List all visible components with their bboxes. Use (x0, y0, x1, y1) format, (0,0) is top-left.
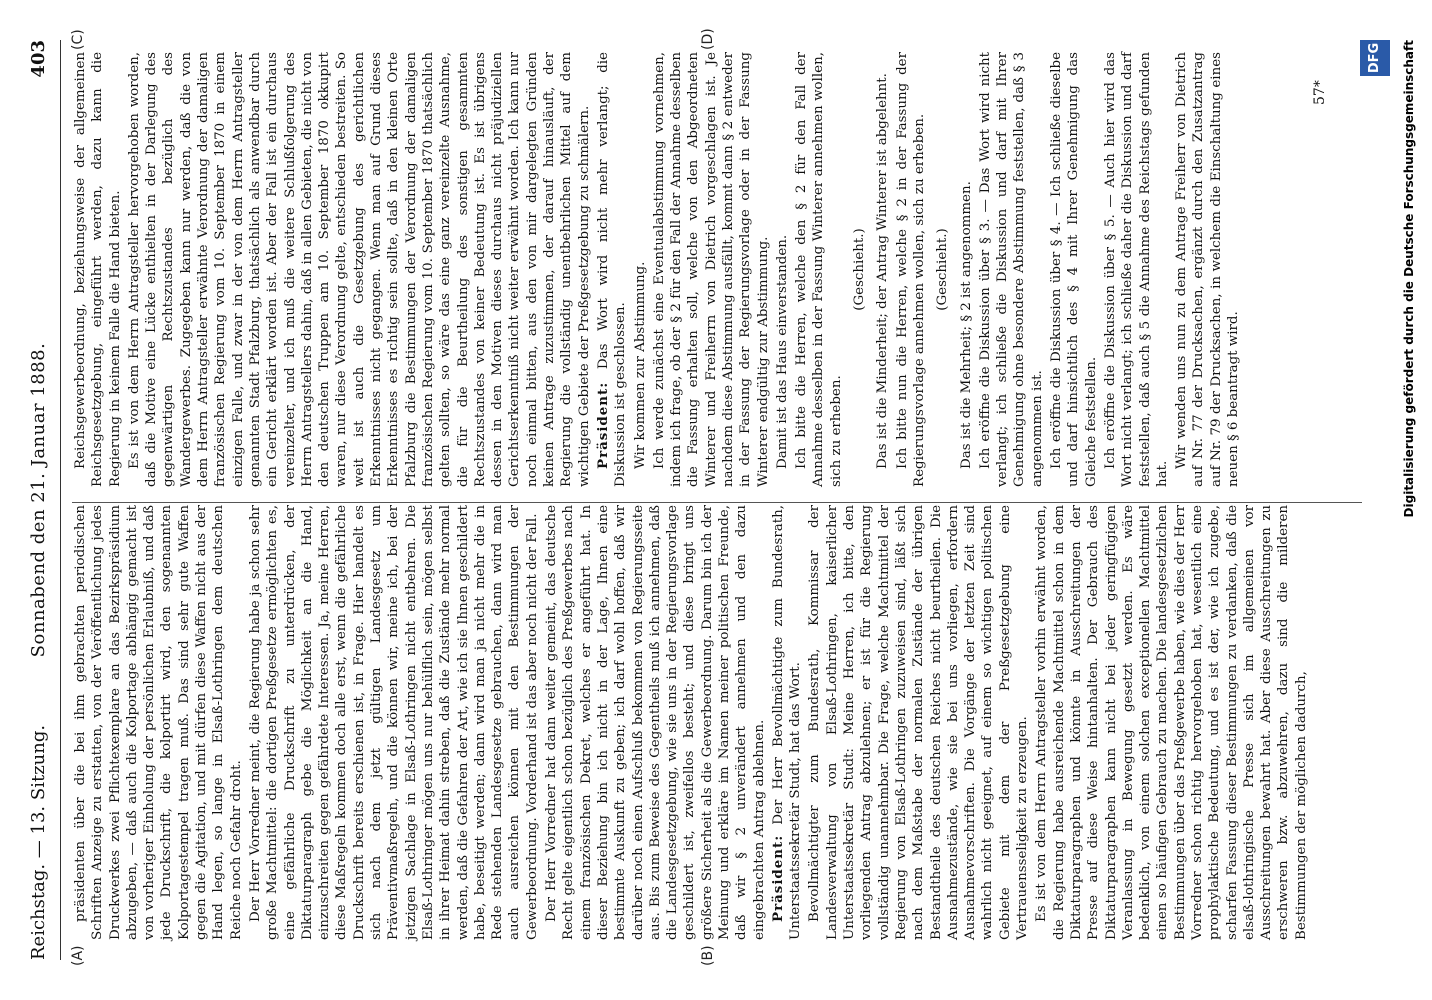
right-text-column (72, 52, 1244, 487)
text-paragraph: Wir wenden uns nun zu dem Antrage Freiherr von Dietrich auf Nr. 77 der Drucksachen, ergänzt durch den Zusatzantrag auf Nr. 79 der Drucksachen, in welchem die Einschaltung eines neuen § 6 beantragt wird. (1174, 52, 1241, 487)
speaker-paragraph (595, 52, 630, 487)
text-paragraph: Ich eröffne die Diskussion über § 4. — Ich schließe dieselbe und darf hinsichtlich des § 4 mit Ihrer Genehmigung das Gleiche feststellen. (1049, 52, 1099, 487)
left-text-column (72, 505, 1312, 940)
stage-direction: (Geschieht.) (935, 228, 951, 311)
text-paragraph: Reichsgewerbeordnung, beziehungsweise der allgemeinen Reichsgesetzgebung, eingeführt werden, dazu kann die Regierung in keinem Falle die Hand bieten. (73, 52, 123, 487)
header-date: Sonnabend den 21. Januar 1888. (28, 342, 49, 658)
column-divider (72, 502, 1362, 503)
page-footer (1367, 40, 1424, 960)
speech-text: Das Wort wird nicht mehr verlangt; die Diskussion ist geschlossen. (595, 52, 629, 487)
speech-text: Der Herr Bevollmächtigte zum Bundesrath, Unterstaatssekretär Studt, hat das Wort. (770, 505, 804, 940)
dfg-logo: DFG (1360, 40, 1390, 76)
speaker-name: Präsident: (594, 381, 611, 469)
margin-marker-d: (D) (700, 28, 716, 50)
text-paragraph: Ich werde zunächst eine Eventualabstimmung vornehmen, indem ich frage, ob der § 2 für den Fall der Annahme desselben die Fassung erhalten soll, welche von den Abgeordneten Winterer und Freiherrn von Dietrich vorgeschlagen ist. Je nachdem diese Abstimmung ausfällt, kommt dann § 2 entweder in der Fassung der Regierungsvorlage oder in der Fassung Winterer endgültig zur Abstimmung. (651, 52, 771, 487)
page-header (26, 40, 56, 960)
text-paragraph: Es ist von dem Herrn Antragsteller hervorgehoben worden, daß die Motive eine Lücke enthielten in der Darlegung des gegenwärtigen Rechtszustandes bezüglich des Wandergewerbes. Zugegeben kann nur werden, daß die von dem Herrn Antragsteller erwähnte Verordnung der damaligen französischen Regierung vom 10. September 1870 in einem einzigen Falle, und zwar in der von dem Herrn Antragsteller genannten Stadt Pfalzburg, thatsächlich als anwendbar durch ein Gericht erklärt worden ist. Aber der Fall ist ein durchaus vereinzelter, und ich muß die weitere Schlußfolgerung des Herrn Antragstellers dahin, daß in allen Gebieten, die nicht von den deutschen Truppen am 10. September 1870 okkupirt waren, nur diese Verordnung gelte, entschieden bestreiten. So weit ist auch die Gesetzgebung des gerichtlichen Erkenntnisses nicht gegangen. Wenn man auf Grund dieses Erkenntnisses es richtig sein sollte, daß in den kleinen Orte Pfalzburg die Bestimmungen der Verordnung der damaligen französischen Regierung vom 10. September 1870 thatsächlich gelten sollten, so wäre das eine ganz vereinzelte Ausnahme, die für die Beurtheilung des sonstigen gesammten Rechtszustandes von keiner Bedeutung ist. Es ist übrigens dessen in den Motiven dieses durchaus nicht präjudiziellen Gerichtserkenntniß nicht weiter erwähnt worden. Ich kann nur noch einmal bitten, aus den von mir dargelegten Gründen keinen Antrage zuzustimmen, der darauf hinausläuft, der Regierung die vollständig unentbehrlichen Mittel auf dem wichtigen Gebiete der Preßgesetzgebung zu schmälern. (126, 52, 592, 487)
text-paragraph: Der Herr Vorredner meint, die Regierung habe ja schon sehr große Machtmittel: die dortigen Preßgesetze ermöglichten es, eine gefährliche Druckschrift zu unterdrücken, der Diktaturparagraph gebe die Möglichkeit an die Hand, einzuschreiten gegen gefährdete Interessen. Ja, meine Herren, diese Maßregeln kommen doch alle erst, wenn die gefährliche Druckschrift bereits erschienen ist, in Frage. Hier handelt es sich nach dem jetzt gültigen Landesgesetz um Präventivmaßregeln, und die können wir, meine ich, bei der jetzigen Sachlage in Elsaß-Lothringen nicht entbehren. Die Elsaß-Lothringer mögen uns nur behülflich sein, mögen selbst in ihrer Heimat dahin streben, daß die Zustände mehr normal werden, daß die Gefahren der Art, wie ich sie Ihnen geschildert habe, beseitigt werden; dann wird man ja nicht mehr die in Rede stehenden Landesgesetze gebrauchen, dann wird man auch ausreichen können mit den Bestimmungen der Gewerbeordnung. Vorderhand ist das aber noch nicht der Fall. (247, 505, 540, 940)
margin-marker-c: (C) (70, 29, 86, 50)
text-paragraph: Ich bitte nun die Herren, welche § 2 in der Fassung der Regierungsvorlage annehmen wollen, sich zu erheben. (894, 52, 927, 487)
digitization-credit: Digitalisierung gefördert durch die Deutsche Forschungsgemeinschaft (1402, 40, 1416, 518)
signature-mark: 57* (1312, 80, 1328, 105)
header-rule (60, 40, 61, 960)
page-number: 403 (28, 40, 49, 78)
text-paragraph: Ich eröffne die Diskussion über § 5. — Auch hier wird das Wort nicht verlangt; ich schließe daher die Diskussion und darf feststellen, daß auch § 5 die Annahme des Reichstags gefunden hat. (1102, 52, 1170, 487)
text-paragraph: Das ist die Minderheit; der Antrag Winterer ist abgelehnt. (875, 73, 891, 469)
speaker-paragraph (770, 505, 805, 940)
text-paragraph: Ich bitte die Herren, welche den § 2 für den Fall der Annahme desselben in der Fassung Winterer annehmen wollen, sich zu erheben. (794, 52, 844, 487)
text-paragraph: Bevollmächtigter zum Bundesrath, Kommissar der Landesverwaltung von Elsaß-Lothringen, kaiserlicher Unterstaatssekretär Studt: Meine Herren, ich bitte, den vorliegenden Antrag abzulehnen; er ist für die Regierung vollständig unannehmbar. Die Frage, welche Machtmittel der Regierung von Elsaß-Lothringen zuzuweisen sind, läßt sich nach dem Maßstabe der normalen Zustände der übrigen Bestandtheile des deutschen Reiches nicht beurtheilen. Die Ausnahmezustände, wie sie bei uns vorliegen, erfordern Ausnahmevorschriften. Die Vorgänge der letzten Zeit sind wahrlich nicht geeignet, auf einem so wichtigen politischen Gebiete mit dem der Preßgesetzgebung eine Vertrauensseligkeit zu erzeugen. (807, 505, 1031, 940)
header-left: Reichstag. — 13. Sitzung. (28, 724, 49, 960)
margin-marker-a: (A) (70, 945, 86, 966)
text-paragraph: Damit ist das Haus einverstanden. (774, 234, 790, 469)
text-paragraph: Wir kommen zur Abstimmung. (632, 261, 648, 469)
text-paragraph: Ich eröffne die Diskussion über § 3. — Das Wort wird nicht verlangt; ich schließe die Diskussion und darf mit Ihrer Genehmigung ohne besondere Abstimmung feststellen, daß § 3 angenommen ist. (977, 52, 1045, 487)
text-paragraph: Es ist von dem Herrn Antragsteller vorhin erwähnt worden, die Regierung habe ausreichende Machtmittel schon in dem Diktaturparagraphen und könnte in Ausschreitungen der Presse auf diese Weise hintanhalten. Der Gebrauch des Diktaturparagraphen kann nicht bei jeder geringfügigen Veranlassung in Bewegung gesetzt werden. Es wäre bedenklich, von einem solchen exceptionellen Machtmittel einen so häufigen Gebrauch zu machen. Die landesgesetzlichen Bestimmungen über das Preßgewerbe haben, wie dies der Herr Vorredner schon richtig hervorgehoben hat, wesentlich eine prophylaktische Bedeutung, und es ist der, wie ich zugebe, scharfen Fassung dieser Bestimmungen zu verdanken, daß die elsaß-lothringische Presse sich im allgemeinen vor Ausschreitungen bewahrt hat. Aber diese Ausschreitungen zu erschweren bzw. abzuwehren, dazu sind die milderen Bestimmungen der möglichen dadurch, (1034, 505, 1309, 940)
speaker-name: Präsident: (769, 834, 786, 922)
margin-marker-b: (B) (700, 945, 716, 966)
text-paragraph: Das ist die Mehrheit; § 2 ist angenommen. (958, 181, 974, 469)
text-paragraph: präsidenten über die bei ihm gebrachten periodischen Schriften Anzeige zu erstatten, von der Veröffentlichung jedes Druckwerkes zwei Pflichtexemplare an das Bezirkspräsidium abzugeben, — daß auch die Kolportage abhängig gemacht ist von vorheriger Einholung der persönlichen Erlaubniß, und daß jede Druckschrift, die kolportirt wird, den sogenannten Kolportagestempel tragen muß. Das sind sehr gute Waffen gegen die Agitation, und mit dürfen diese Waffen nicht aus der Hand legen, so lange in Elsaß-Lothringen dem deutschen Reiche noch Gefahr droht. (73, 505, 244, 940)
text-paragraph: Der Herr Vorredner hat dann weiter gemeint, das deutsche Recht gelte eigentlich schon bezüglich des Preßgewerbes nach einem französischen Dekret, welches er angeführt hat. In dieser Beziehung bin ich nicht in der Lage, Ihnen eine bestimmte Auskunft zu geben; ich darf wohl hoffen, daß wir darüber noch einen Aufschluß bekommen von Regierungsseite aus. Bis zum Beweise des Gegentheils muß ich annehmen, daß die Landesgesetzgebung, wie sie uns in der Regierungsvorlage geschildert ist, zweifellos besteht; und diese bringt uns größere Sicherheit als die Gewerbeordnung. Darum bin ich der Meinung und erkläre im Namen meiner politischen Freunde, daß wir § 2 unverändert annehmen und den dazu eingebrachten Antrag ablehnen. (544, 505, 767, 940)
stage-direction: (Geschieht.) (852, 228, 868, 311)
